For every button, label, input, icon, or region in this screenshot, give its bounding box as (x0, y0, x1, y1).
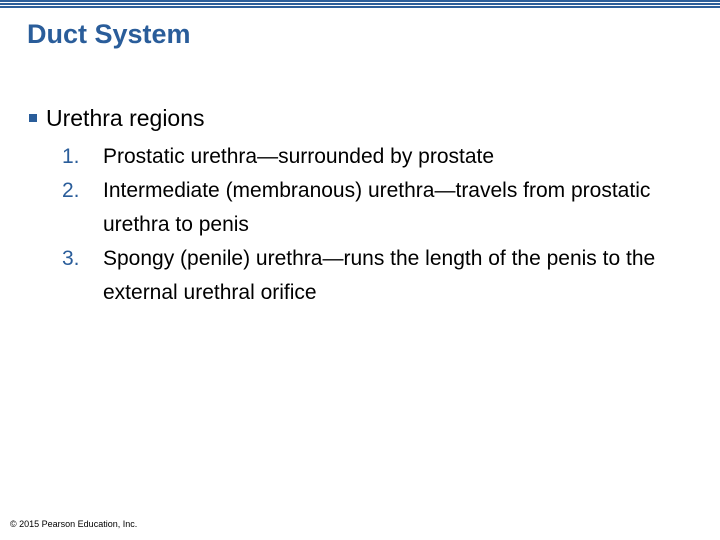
list-item-number: 3. (62, 247, 80, 270)
list-item-number: 1. (62, 145, 80, 168)
list-item (62, 242, 702, 310)
bullet-text: Urethra regions (46, 105, 205, 131)
list-item-number: 2. (62, 179, 80, 202)
list-item-text: Spongy (penile) urethra—runs the length of the penis to the external urethral orifice (103, 247, 656, 304)
list-item (62, 174, 702, 242)
list-item (62, 140, 702, 174)
list-item-text: Intermediate (membranous) urethra—travels from prostatic urethra to penis (103, 179, 651, 236)
slide-title: Duct System (27, 19, 191, 49)
copyright-notice: © 2015 Pearson Education, Inc. (10, 519, 138, 529)
square-bullet-icon (29, 114, 37, 122)
header-rule (0, 0, 720, 9)
urethra-regions-list (62, 140, 702, 310)
list-item-text: Prostatic urethra—surrounded by prostate (103, 145, 495, 168)
bullet-item (29, 102, 205, 134)
